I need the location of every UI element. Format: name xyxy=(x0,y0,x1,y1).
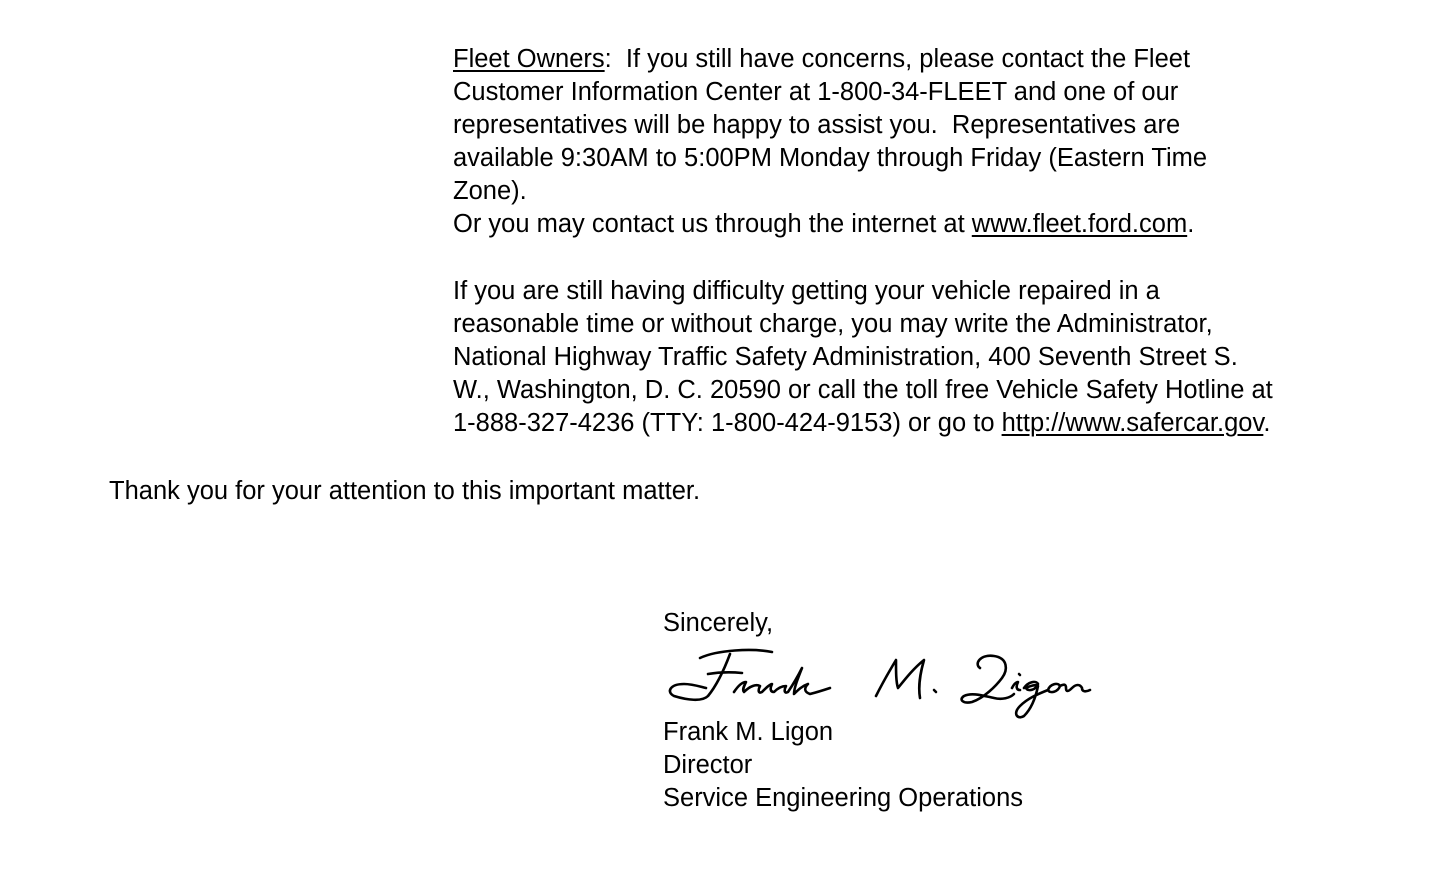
fleet-line: Customer Information Center at 1-800-34-FLEET and one of our xyxy=(453,78,1179,106)
nhtsa-last-line: 1-888-327-4236 (TTY: 1-800-424-9153) or go to http://www.safercar.gov. xyxy=(453,409,1271,437)
nhtsa-line: National Highway Traffic Safety Administration, 400 Seventh Street S. xyxy=(453,343,1238,371)
signer-department: Service Engineering Operations xyxy=(663,784,1024,812)
signer-block xyxy=(663,716,1023,815)
closing-salutation: Sincerely, xyxy=(663,609,774,637)
signer-title: Director xyxy=(663,751,753,779)
signer-name: Frank M. Ligon xyxy=(663,718,834,746)
nhtsa-line: W., Washington, D. C. 20590 or call the toll free Vehicle Safety Hotline at xyxy=(453,376,1273,404)
fleet-owners-paragraph xyxy=(453,43,1207,241)
nhtsa-line: reasonable time or without charge, you may write the Administrator, xyxy=(453,310,1213,338)
fleet-line: Zone). xyxy=(453,177,527,205)
fleet-website-link[interactable]: www.fleet.ford.com xyxy=(971,210,1188,238)
fleet-line: representatives will be happy to assist you. Representatives are xyxy=(453,111,1181,139)
fleet-internet-line: Or you may contact us through the internet at www.fleet.ford.com. xyxy=(453,210,1195,238)
safercar-link[interactable]: http://www.safercar.gov xyxy=(1001,409,1264,437)
fleet-first-line: Fleet Owners: If you still have concerns, please contact the Fleet xyxy=(453,45,1191,73)
fleet-line: available 9:30AM to 5:00PM Monday through Friday (Eastern Time xyxy=(453,144,1208,172)
handwritten-signature xyxy=(662,640,1102,720)
thank-you-line: Thank you for your attention to this important matter. xyxy=(109,477,701,505)
nhtsa-paragraph xyxy=(453,275,1273,440)
fleet-owners-label: Fleet Owners xyxy=(453,45,605,73)
nhtsa-line: If you are still having difficulty getting your vehicle repaired in a xyxy=(453,277,1160,305)
